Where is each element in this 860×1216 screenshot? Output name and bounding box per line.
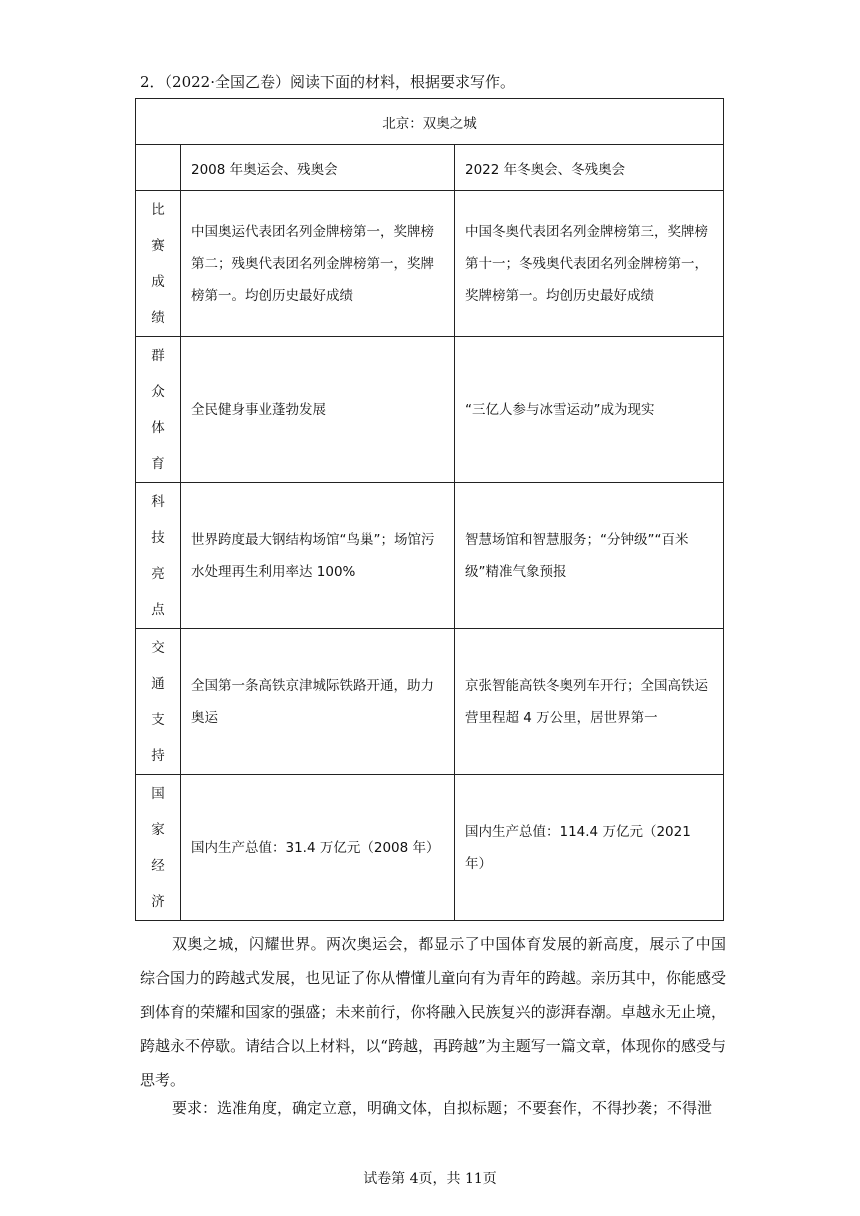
row-label-tech xyxy=(136,483,181,629)
column-header-2022: 2022 年冬奥会、冬残奥会 xyxy=(455,145,724,191)
row-label-char: 育 xyxy=(151,455,165,472)
cell-2022-economy: 国内生产总值：114.4 万亿元（2021 年） xyxy=(455,775,724,921)
row-label-mass-sports xyxy=(136,337,181,483)
cell-2008-transport: 全国第一条高铁京津城际铁路开通，助力奥运 xyxy=(181,629,455,775)
materials-table xyxy=(135,98,724,921)
table-title-row xyxy=(136,99,724,145)
row-label-char: 家 xyxy=(151,821,165,838)
essay-requirements-paragraph: 要求：选准角度，确定立意，明确文体，自拟标题；不要套作，不得抄袭；不得泄 xyxy=(172,1099,713,1117)
cell-2022-tech: 智慧场馆和智慧服务；“分钟级”“百米级”精准气象预报 xyxy=(455,483,724,629)
row-label-transport xyxy=(136,629,181,775)
cell-2008-economy: 国内生产总值：31.4 万亿元（2008 年） xyxy=(181,775,455,921)
page-footer: 试卷第 4页，共 11页 xyxy=(363,1171,497,1187)
row-label-char: 科 xyxy=(151,493,165,510)
row-label-char: 赛 xyxy=(151,237,165,254)
row-label-char: 交 xyxy=(151,639,165,656)
row-label-competition xyxy=(136,191,181,337)
row-label-char: 亮 xyxy=(151,565,165,582)
row-label-char: 持 xyxy=(151,747,165,764)
row-label-char: 通 xyxy=(151,675,165,692)
row-label-char: 技 xyxy=(151,529,165,546)
row-label-economy xyxy=(136,775,181,921)
question-heading: 2．（2022·全国乙卷）阅读下面的材料，根据要求写作。 xyxy=(140,73,515,91)
table-row xyxy=(136,337,724,483)
table-row xyxy=(136,775,724,921)
row-label-char: 成 xyxy=(151,273,165,290)
table-row xyxy=(136,483,724,629)
row-label-char: 群 xyxy=(151,347,165,364)
table-header-row xyxy=(136,145,724,191)
row-label-char: 体 xyxy=(151,419,165,436)
column-header-2008: 2008 年奥运会、残奥会 xyxy=(181,145,455,191)
row-label-char: 众 xyxy=(151,383,165,400)
cell-2008-tech: 世界跨度最大钢结构场馆“鸟巢”；场馆污水处理再生利用率达 100% xyxy=(181,483,455,629)
cell-2022-mass-sports: “三亿人参与冰雪运动”成为现实 xyxy=(455,337,724,483)
row-label-char: 国 xyxy=(151,785,165,802)
row-label-char: 比 xyxy=(151,201,165,218)
row-label-char: 济 xyxy=(151,893,165,910)
table-corner-cell xyxy=(136,145,181,191)
row-label-char: 绩 xyxy=(151,309,165,326)
cell-2008-competition: 中国奥运代表团名列金牌榜第一，奖牌榜第二；残奥代表团名列金牌榜第一，奖牌榜第一。均创历史最好成绩 xyxy=(181,191,455,337)
cell-2008-mass-sports: 全民健身事业蓬勃发展 xyxy=(181,337,455,483)
table-row xyxy=(136,629,724,775)
table-title: 北京：双奥之城 xyxy=(136,99,724,145)
essay-prompt-paragraph: 双奥之城，闪耀世界。两次奥运会，都显示了中国体育发展的新高度，展示了中国综合国力的跨越式发展，也见证了你从懵懂儿童向有为青年的跨越。亲历其中，你能感受到体育的荣耀和国家的强盛；未来前行，你将融入民族复兴的澎湃春潮。卓越永无止境，跨越永不停歇。请结合以上材料，以“跨越，再跨越”为主题写一篇文章，体现你的感受与思考。 xyxy=(140,935,726,1089)
row-label-char: 点 xyxy=(151,601,165,618)
cell-2022-transport: 京张智能高铁冬奥列车开行；全国高铁运营里程超 4 万公里，居世界第一 xyxy=(455,629,724,775)
cell-2022-competition: 中国冬奥代表团名列金牌榜第三，奖牌榜第十一；冬残奥代表团名列金牌榜第一，奖牌榜第一。均创历史最好成绩 xyxy=(455,191,724,337)
row-label-char: 支 xyxy=(151,711,165,728)
table-row xyxy=(136,191,724,337)
row-label-char: 经 xyxy=(151,857,165,874)
